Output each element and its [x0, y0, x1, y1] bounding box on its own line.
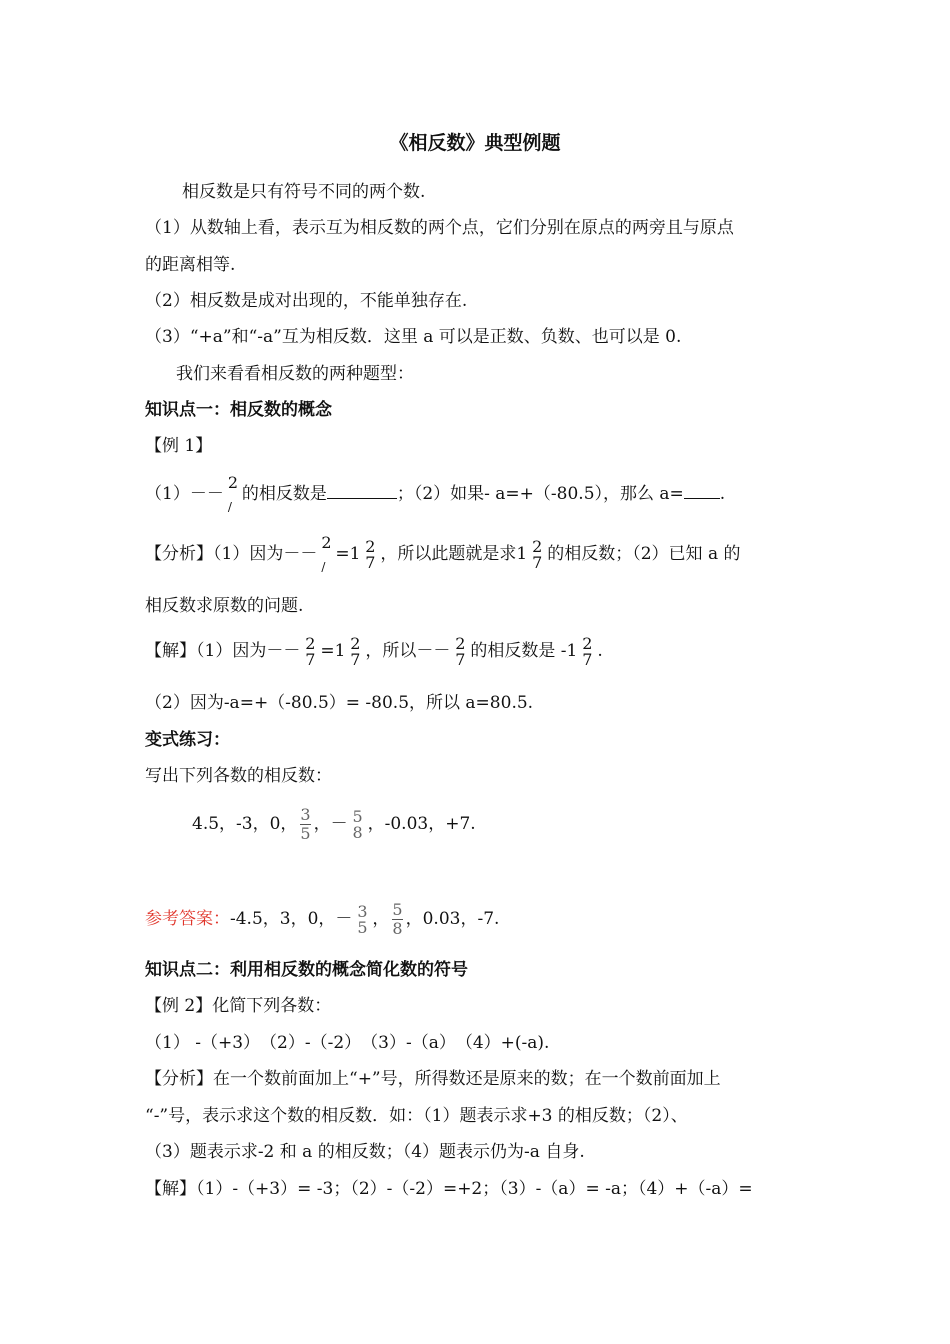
analysis-1: 【分析】（1）因为－－ 2 / =1 2 7 ，所以此题就是求1 2 7 的相反数；（2）已知 a 的: [145, 532, 741, 574]
example2-items: （1） -（+3） （2）-（-2） （3）-（a） （4）+(-a).: [145, 1033, 550, 1053]
point-1-cont: 的距离相等.: [145, 255, 236, 275]
intro-text: 相反数是只有符号不同的两个数.: [182, 182, 426, 202]
section2-heading: 知识点二：利用相反数的概念简化数的符号: [145, 960, 468, 980]
q1-suffix: 的相反数是: [241, 484, 327, 504]
q2-text: ；（2）如果- a=+（-80.5），那么 a=: [396, 484, 684, 504]
lead-text: 我们来看看相反数的两种题型：: [176, 364, 414, 384]
practice-prompt: 写出下列各数的相反数：: [145, 766, 332, 786]
practice-heading: 变式练习：: [145, 730, 230, 750]
q1-prefix: （1）－－: [145, 484, 224, 504]
fraction-two-sevenths: 2 7: [582, 633, 593, 669]
solution-2: 【解】（1）-（+3）= -3；（2）-（-2）=+2；（3）-（a）= -a；（4）+（-a）=: [145, 1179, 753, 1199]
fraction-two-sevenths: 2 7: [350, 633, 361, 669]
analysis-2: 【分析】在一个数前面加上“+”号，所得数还是原来的数；在一个数前面加上: [145, 1069, 721, 1089]
fraction-two-sevenths: 2 7: [305, 633, 316, 669]
analysis-2-line3: （3）题表示求-2 和 a 的相反数；（4）题表示仍为-a 自身.: [145, 1142, 585, 1162]
example1-question: （1）－－ 2 / 的相反数是 ；（2）如果- a=+（-80.5），那么 a= .: [145, 472, 726, 514]
fraction-two-sevenths: 2 7: [532, 536, 543, 572]
analysis-1-cont: 相反数求原数的问题.: [145, 596, 304, 616]
point-3: （3）“+a”和“-a”互为相反数．这里 a 可以是正数、负数、也可以是 0.: [145, 327, 682, 347]
point-2: （2）相反数是成对出现的，不能单独存在.: [145, 291, 468, 311]
answer-blank-1[interactable]: [327, 484, 397, 499]
fraction-five-eighths: 5 8: [352, 806, 363, 842]
example1-label: 【例 1】: [145, 436, 213, 456]
fraction-two-sevenths: 2 7: [365, 536, 376, 572]
practice-numbers: 4.5，-3，0， $\frac{3}{5}$ ，－ 5 8 ，-0.03，+7.: [192, 805, 476, 843]
analysis-2-line2: “-”号，表示求这个数的相反数．如：（1）题表示求+3 的相反数；（2）、: [145, 1106, 688, 1126]
fraction-two-sevenths: 2 /: [227, 472, 239, 514]
page-title: 《相反数》典型例题: [389, 132, 561, 154]
section1-heading: 知识点一：相反数的概念: [145, 400, 332, 420]
fraction-two-sevenths: 2 7: [455, 633, 466, 669]
fraction-three-fifths: $\frac{3}{5}$: [300, 805, 311, 843]
answer-label: 参考答案：: [145, 909, 230, 929]
solution-1-part2: （2）因为-a=+（-80.5）= -80.5，所以 a=80.5.: [145, 693, 534, 713]
solution-1: 【解】（1）因为－－ 2 7 =1 2 7 ，所以－－ 2 7 的相反数是 -1 2 7 .: [145, 633, 603, 669]
example2: 【例 2】化简下列各数：: [145, 996, 332, 1016]
reference-answer: 参考答案：-4.5，3，0，－ 3 5 ， $\frac{5}{8}$ ，0.03，-7.: [145, 900, 500, 938]
point-1: （1）从数轴上看，表示互为相反数的两个点，它们分别在原点的两旁且与原点: [145, 218, 734, 238]
fraction-three-fifths: 3 5: [357, 901, 368, 937]
fraction-two-sevenths: 2 /: [321, 532, 332, 574]
answer-blank-2[interactable]: [684, 484, 720, 499]
fraction-five-eighths: $\frac{5}{8}$: [392, 900, 403, 938]
